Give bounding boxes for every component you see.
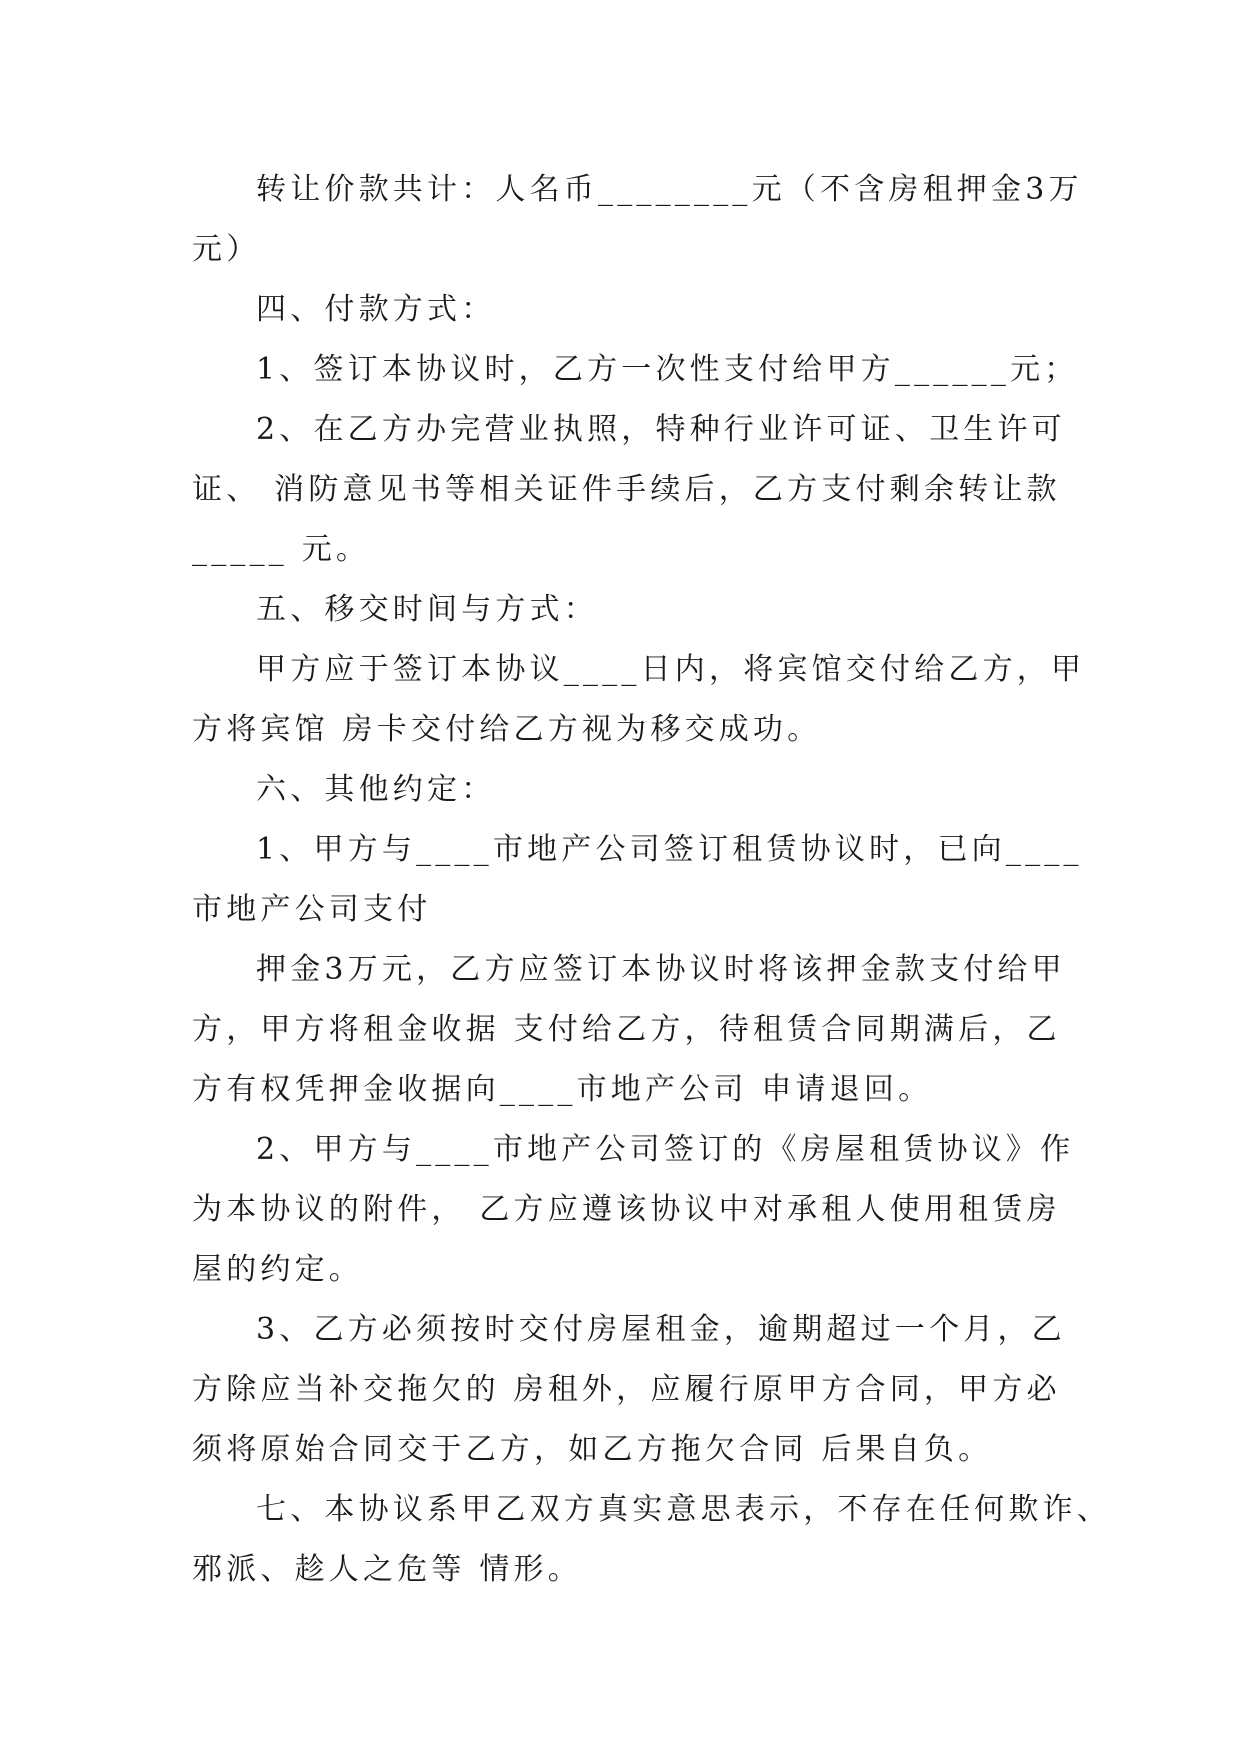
document-body — [192, 160, 1111, 1600]
text-line: 证、 消防意见书等相关证件手续后，乙方支付剩余转让款 — [192, 472, 1061, 507]
paragraph-payment-2 — [192, 400, 1066, 580]
text-line: 五、移交时间与方式： — [256, 592, 598, 627]
text-line: 1、签订本协议时，乙方一次性支付给甲方______元； — [256, 352, 1079, 387]
paragraph-other-1 — [192, 820, 1083, 940]
paragraph-declaration — [192, 1480, 1111, 1600]
text-line: 邪派、趁人之危等 情形。 — [192, 1552, 582, 1587]
text-line: 2、在乙方办完营业执照，特种行业许可证、卫生许可 — [256, 412, 1066, 447]
paragraph-transfer-price — [192, 160, 1083, 280]
heading-payment-method — [192, 280, 1044, 340]
text-line: 四、付款方式： — [256, 292, 496, 327]
paragraph-handover — [192, 640, 1086, 760]
paragraph-other-2 — [192, 1120, 1075, 1300]
text-line: 3、乙方必须按时交付房屋租金，逾期超过一个月，乙 — [256, 1312, 1066, 1347]
paragraph-deposit — [192, 940, 1066, 1120]
text-line: 1、甲方与____市地产公司签订租赁协议时，已向____ — [256, 832, 1083, 867]
text-line: 方有权凭押金收据向____市地产公司 申请退回。 — [192, 1072, 933, 1107]
text-line: 屋的约定。 — [192, 1252, 363, 1287]
text-line: 元） — [192, 232, 261, 267]
text-line: 须将原始合同交于乙方，如乙方拖欠合同 后果自负。 — [192, 1432, 993, 1467]
text-line: 方将宾馆 房卡交付给乙方视为移交成功。 — [192, 712, 822, 747]
text-line: 为本协议的附件， 乙方应遵该协议中对承租人使用租赁房 — [192, 1192, 1061, 1227]
text-line: 2、甲方与____市地产公司签订的《房屋租赁协议》作 — [256, 1132, 1075, 1167]
text-line: 甲方应于签订本协议____日内，将宾馆交付给乙方，甲 — [256, 652, 1086, 687]
heading-handover — [192, 580, 1044, 640]
paragraph-other-3 — [192, 1300, 1066, 1480]
text-line: 六、其他约定： — [256, 772, 496, 807]
text-line: 方除应当补交拖欠的 房租外，应履行原甲方合同，甲方必 — [192, 1372, 1061, 1407]
text-line: 七、本协议系甲乙双方真实意思表示，不存在任何欺诈、 — [256, 1492, 1111, 1527]
text-line: 方，甲方将租金收据 支付给乙方，待租赁合同期满后，乙 — [192, 1012, 1061, 1047]
paragraph-payment-1 — [192, 340, 1079, 400]
text-line: 转让价款共计：人名币________元（不含房租押金3万 — [256, 172, 1083, 207]
heading-other-terms — [192, 760, 1044, 820]
text-line: _____ 元。 — [192, 532, 371, 567]
text-line: 市地产公司支付 — [192, 892, 432, 927]
text-line: 押金3万元，乙方应签订本协议时将该押金款支付给甲 — [256, 952, 1066, 987]
